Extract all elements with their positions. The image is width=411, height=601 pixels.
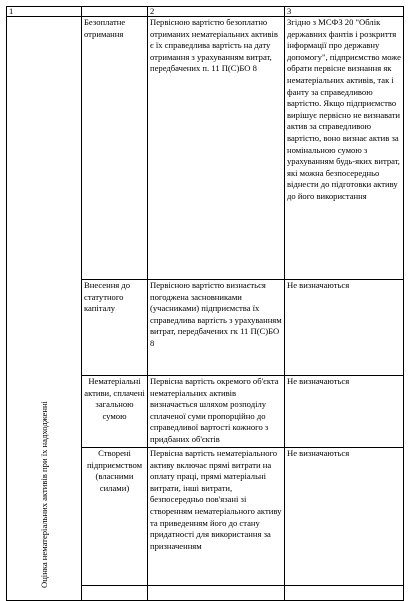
ifrs-cell: Не визначаються bbox=[285, 376, 404, 448]
ifrs-cell: Згідно з МСФЗ 20 "Облік державних фантів і розкриття інформації про державну допомогу", підприємство може обрати первісне визнання як нематеріальних активів, так і фанту за справедливою вартістю. Якщо підприємство вирішує первісно не визнавати актив за справедливою вартістю, воно визнає актив за номінальною сумою з урахуванням будь-яких витрат, які можна безпосередньо віднести до підготовки активу до його використання bbox=[285, 17, 404, 280]
document-page bbox=[6, 6, 403, 594]
header-cell-2: 2 bbox=[148, 7, 285, 17]
header-cell-1: 1 bbox=[7, 7, 82, 17]
empty-cell bbox=[82, 586, 148, 601]
empty-cell bbox=[148, 586, 285, 601]
ps-cell: Первісна вартість нематеріального активу включає прямі витрати на оплату праці, прямі матеріальні витрати, інші витрати, безпосередньо пов'язані зі створенням нематеріального активу та приведенням його до стану придатності для використання за призначенням bbox=[148, 448, 285, 586]
header-cell-empty bbox=[82, 7, 148, 17]
ifrs-cell: Не визначаються bbox=[285, 280, 404, 376]
row-group-label-cell bbox=[7, 17, 82, 601]
table-row bbox=[7, 17, 404, 280]
type-cell: Безоплатне отримання bbox=[82, 17, 148, 280]
ps-cell: Первісною вартістю безоплатно отриманих нематеріальних активів є їх справедлива вартість на дату отримання з урахуванням витрат, передбачених п. 11 П(С)БО 8 bbox=[148, 17, 285, 280]
empty-cell bbox=[285, 586, 404, 601]
table-header-row bbox=[7, 7, 404, 17]
row-group-label: Оцінка нематеріальних активів при їх надходженні bbox=[39, 401, 49, 588]
ps-cell: Первісною вартістю визнається погоджена засновниками (учасниками) підприємства їх справедлива вартість з урахуванням витрат, передбачених гк 11 П(С)БО 8 bbox=[148, 280, 285, 376]
ifrs-cell: Не визначаються bbox=[285, 448, 404, 586]
header-cell-3: 3 bbox=[285, 7, 404, 17]
type-cell: Створені підприємством (власними силами) bbox=[82, 448, 148, 586]
type-cell: Нематеріальні активи, сплачені загальною сумою bbox=[82, 376, 148, 448]
ps-cell: Первісна вартість окремого об'єкта нематеріальних активів визначається шляхом розподілу сплаченої суми пропорційно до справедливої вартості кожного з придбаних об'єктів bbox=[148, 376, 285, 448]
comparison-table bbox=[6, 6, 404, 601]
type-cell: Внесення до статутного капіталу bbox=[82, 280, 148, 376]
